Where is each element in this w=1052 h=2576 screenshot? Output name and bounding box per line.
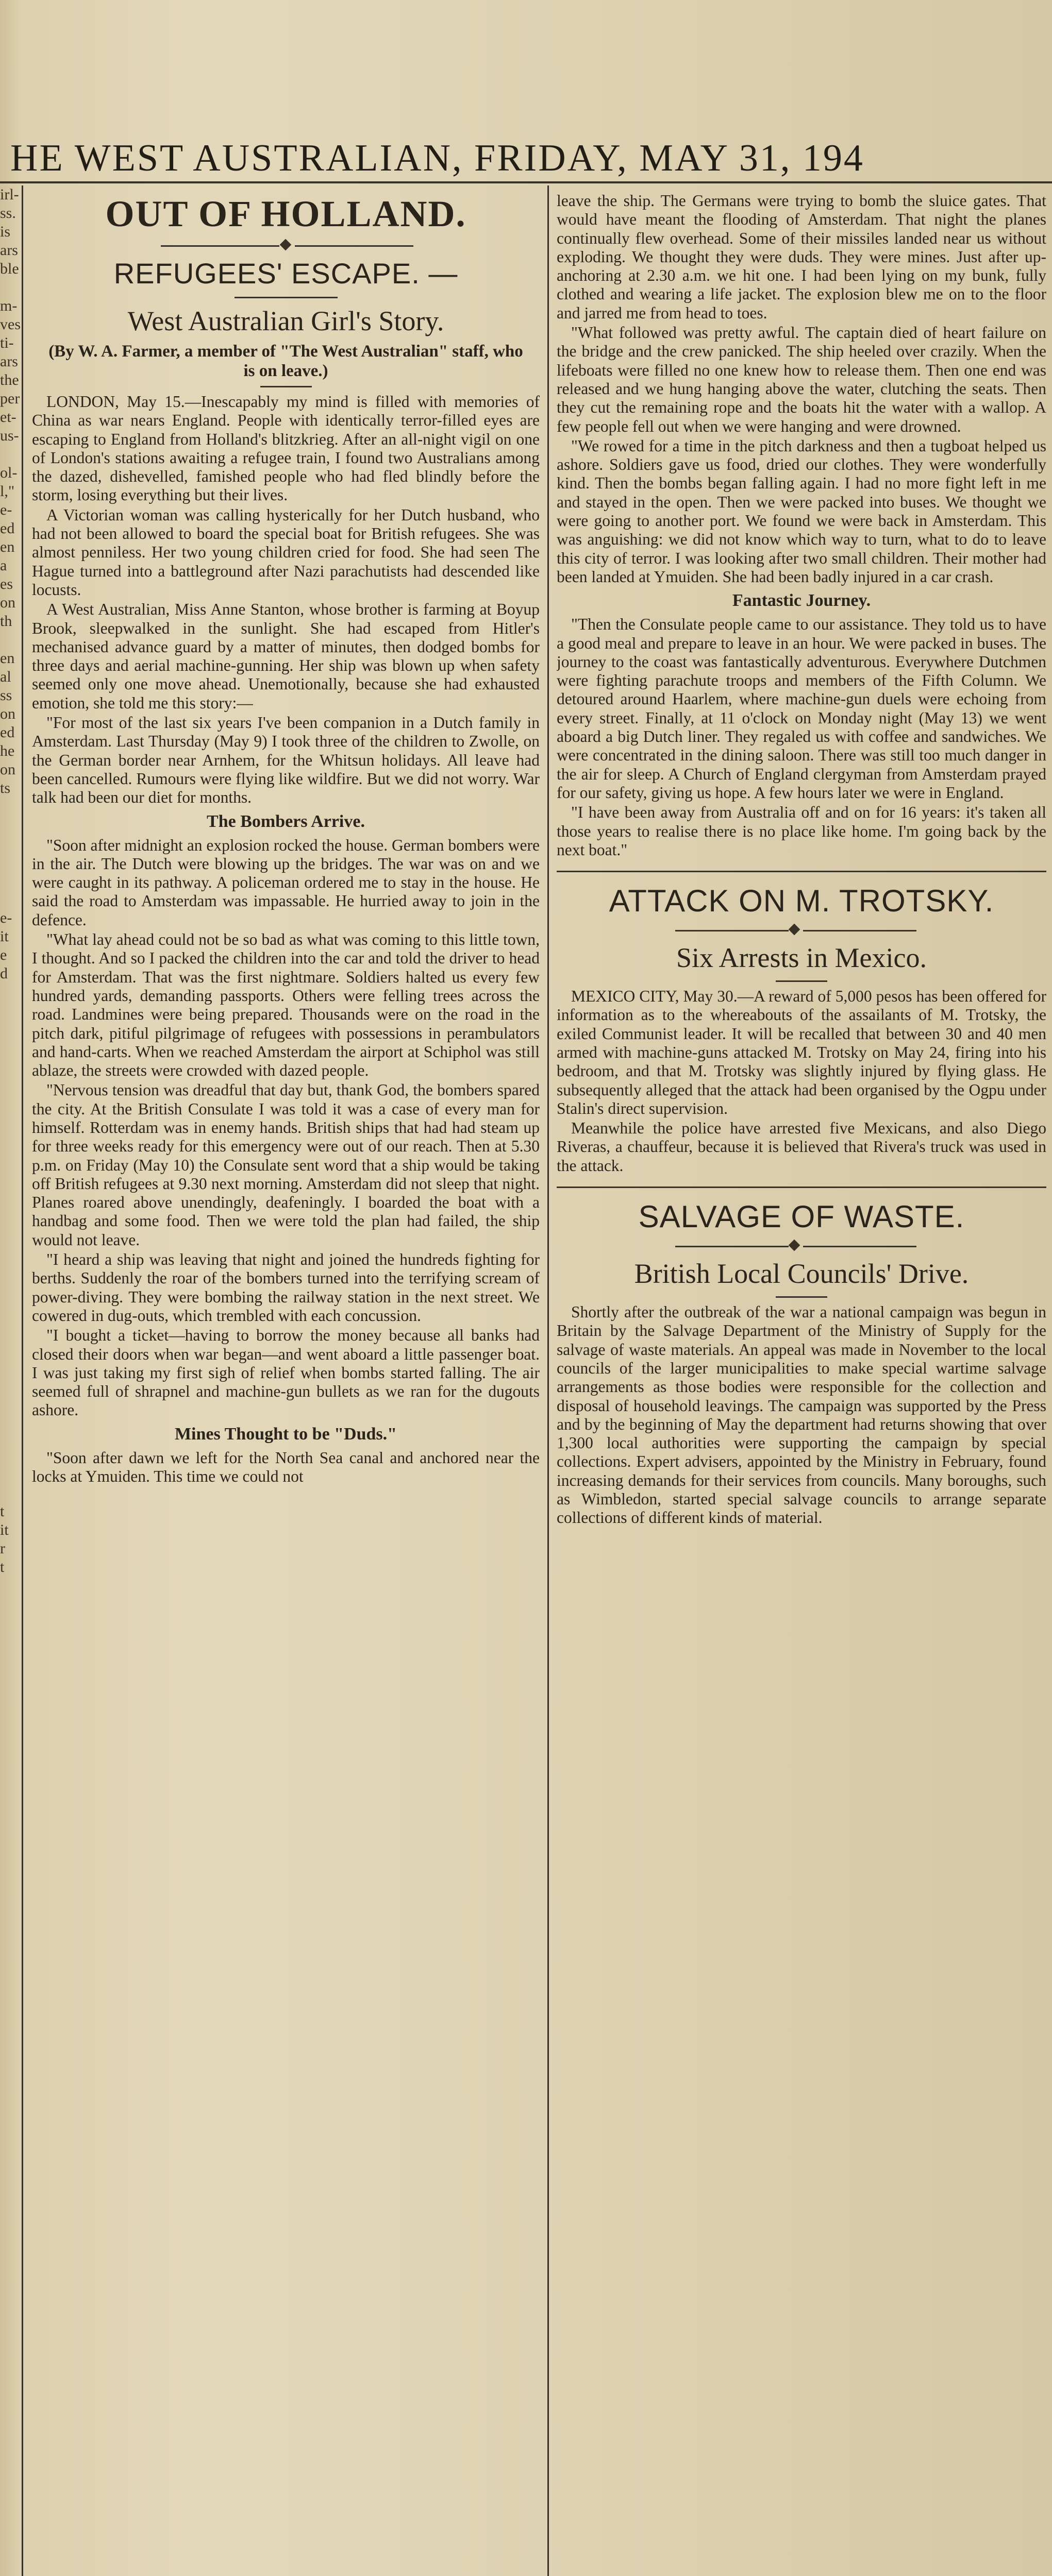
fragment-line: is bbox=[0, 223, 11, 240]
ornament-rule bbox=[557, 1241, 1046, 1252]
fragment-line: ble bbox=[0, 260, 19, 277]
paragraph: "Then the Consulate people came to our assistance. They told us to have a good meal and prepare to leave in an hour. We were packed in buses. The journey to the coast was fantastically adventurous. Everywhere Dutchmen were fighting parachute troops and members of the Fifth Column. We detoured around Haarlem, where machine-gun duels were echoing from every street. Finally, at 11 o'clock on Monday night (May 13) we went aboard a big Dutch liner. They regaled us with coffee and sandwiches. We were concentrated in the dining saloon. There was still too much danger in the air for sleep. A Church of England clergyman from Amsterdam prayed for our safety, giving us hope. A few hours later we were in England. bbox=[557, 615, 1046, 802]
fragment-line: d bbox=[0, 965, 8, 982]
paragraph: "I heard a ship was leaving that night and joined the hundreds fighting for berths. Suddenly the roar of the bombers turned into the terrifying scream of power-diving. They were bombing the railway station in the next street. We cowered in dug-outs, which trembled with each concussion. bbox=[32, 1250, 540, 1325]
fragment-line bbox=[0, 1354, 21, 1372]
short-rule bbox=[776, 980, 827, 982]
masthead-rule bbox=[0, 181, 1052, 183]
fragment-line: per bbox=[0, 390, 20, 407]
fragment-line: ti- bbox=[0, 334, 14, 351]
fragment-line: l," bbox=[0, 483, 15, 500]
paragraph: A West Australian, Miss Anne Stanton, whose brother is farming at Boyup Brook, sleepwalked in the sunlight. She had escaped from Hitler's mechanised advance guard by a matter of minutes, then dodged bombs for three days and aerial machine-gunning. Her ship was blown up when safety seemed only one move ahead. Unemotionally, because she had exhausted emotion, she told me this story:— bbox=[32, 600, 540, 712]
column-divider-left bbox=[22, 185, 23, 2576]
fragment-line bbox=[0, 1168, 21, 1187]
fragment-line: on bbox=[0, 705, 15, 722]
fragment-line: us- bbox=[0, 427, 19, 444]
short-rule bbox=[260, 386, 312, 387]
fragment-line bbox=[0, 1131, 21, 1150]
fragment-line: m- bbox=[0, 297, 18, 314]
paragraph: "What lay ahead could not be so bad as what was coming to this little town, I thought. And so I packed the children into the car and told the driver to head for Amsterdam. That was the first nightmare. Soldiers halted us every few hundred yards, demanding passports. Others were felling trees across the road. Landmines were being prepared. Thousands were on the road in the pitch dark, pitiful pilgrimage of refugees with possessions in perambulators and hand-carts. When we reached Amsterdam the airport at Schiphol was still ablaze, the streets were crowded with dazed people. bbox=[32, 930, 540, 1080]
fragment-line bbox=[0, 872, 21, 890]
article1-subheadline-mark: — bbox=[428, 257, 458, 290]
fragment-line bbox=[0, 1150, 21, 1168]
fragment-line bbox=[0, 1187, 21, 1206]
fragment-line bbox=[0, 1298, 21, 1317]
fragment-line bbox=[0, 1484, 21, 1502]
fragment-line bbox=[0, 1002, 21, 1020]
fragment-line: it bbox=[0, 928, 9, 945]
fragment-line bbox=[0, 1465, 21, 1484]
right-column bbox=[557, 192, 1046, 2576]
ornament-rule bbox=[32, 240, 540, 251]
fragment-line bbox=[0, 1020, 21, 1039]
column-divider-middle bbox=[547, 185, 549, 2576]
paragraph: "What followed was pretty awful. The captain died of heart failure on the bridge and the crew panicked. The ship heeled over crazily. When the lifeboats were filled no one knew how to release them. Then one end was released and we hung hanging above the water, clutching the seats. Then they cut the remaining rope and the boats hit the water with a wallop. A few people fell out when we were hanging and were drowned. bbox=[557, 324, 1046, 435]
fragment-line: ss. bbox=[0, 205, 16, 222]
fragment-line bbox=[0, 835, 21, 853]
fragment-line bbox=[0, 1447, 21, 1465]
fragment-line bbox=[0, 1335, 21, 1354]
fragment-line: ol- bbox=[0, 464, 18, 481]
fragment-line bbox=[0, 631, 21, 649]
fragment-line: ed bbox=[0, 520, 15, 537]
fragment-line: a bbox=[0, 557, 7, 574]
paragraph: leave the ship. The Germans were trying to bomb the sluice gates. That would have meant the flooding of Amsterdam. That night the planes continually flew overhead. Some of their missiles landed near us without exploding. We thought they were duds. They were mines. Just after up-anchoring at 2.30 a.m. we hit one. I had been lying on my bunk, fully clothed and wearing a life jacket. The explosion blew me on to the floor and jarred me from head to toes. bbox=[557, 192, 1046, 322]
paragraph: "I bought a ticket—having to borrow the money because all banks had closed their doors when war began—and went aboard a little passenger boat. I was just taking my first sigh of relief when bombs started falling. The air seemed full of shrapnel and machine-gun bullets as we ran for the dugouts ashore. bbox=[32, 1326, 540, 1419]
article2-deck: Six Arrests in Mexico. bbox=[676, 942, 927, 974]
paragraph: "Soon after dawn we left for the North Sea canal and anchored near the locks at Ymuiden. This time we could not bbox=[32, 1448, 540, 1486]
fragment-line: on bbox=[0, 594, 15, 611]
fragment-line: e- bbox=[0, 909, 12, 926]
fragment-line bbox=[0, 1113, 21, 1131]
paragraph: "For most of the last six years I've been companion in a Dutch family in Amsterdam. Last Thursday (May 9) I took three of the children to Zwolle, on the German border near Arnhem, for the Whitsun holidays. All leave had been cancelled. Rumours were flying like wildfire. But we did not worry. War talk had been our diet for months. bbox=[32, 714, 540, 807]
section-heading: Fantastic Journey. bbox=[732, 591, 871, 611]
article-separator bbox=[557, 871, 1046, 872]
fragment-line: ars bbox=[0, 353, 18, 370]
fragment-line: it bbox=[0, 1521, 9, 1538]
fragment-line: th bbox=[0, 613, 12, 630]
fragment-line bbox=[0, 890, 21, 909]
fragment-line bbox=[0, 1280, 21, 1298]
fragment-line: ves bbox=[0, 316, 21, 333]
fragment-line: ed bbox=[0, 724, 15, 741]
fragment-line bbox=[0, 1076, 21, 1094]
fragment-line: t bbox=[0, 1558, 5, 1575]
fragment-line: he bbox=[0, 742, 15, 759]
fragment-line: on bbox=[0, 761, 15, 778]
article1-subheadline-text: REFUGEES' ESCAPE. bbox=[113, 257, 420, 290]
paragraph: "Soon after midnight an explosion rocked the house. German bombers were in the air. The Dutch were blowing up the bridges. The war was on and we were caught in its pathway. A policeman ordered me to stay in the house. He said the road to Amsterdam was impassable. He hurried away to join in the defence. bbox=[32, 836, 540, 929]
fragment-line: ars bbox=[0, 242, 18, 259]
paragraph: "I have been away from Australia off and on for 16 years: it's taken all those years to realise there is no place like home. I'm going back by the next boat." bbox=[557, 803, 1046, 859]
fragment-line bbox=[0, 278, 21, 297]
article3-deck: British Local Councils' Drive. bbox=[634, 1258, 969, 1290]
article-separator bbox=[557, 1187, 1046, 1188]
fragment-line bbox=[0, 1039, 21, 1057]
fragment-line bbox=[0, 1057, 21, 1076]
paragraph: Meanwhile the police have arrested five Mexicans, and also Diego Riveras, a chauffeur, because it is believed that Rivera's truck was used in the attack. bbox=[557, 1119, 1046, 1175]
fragment-line bbox=[0, 1243, 21, 1261]
fragment-line bbox=[0, 798, 21, 816]
masthead: HE WEST AUSTRALIAN, FRIDAY, MAY 31, 194 bbox=[10, 137, 864, 179]
paragraph: "Nervous tension was dreadful that day but, thank God, the bombers spared the city. At the British Consulate I was told it was a case of every man for himself. Rotterdam was in enemy hands. British ships that had had steam up for three weeks ready for this emergency were out of our reach. Then at 5.30 p.m. on Friday (May 10) the Consulate sent word that a ship would be taking off British refugees at 9.30 next morning. Amsterdam did not sleep that night. Planes roared above unendingly, deafeningly. I boarded the boat with a handbag and some food. Then we were told the plan had failed, the ship would not leave. bbox=[32, 1081, 540, 1249]
paragraph: MEXICO CITY, May 30.—A reward of 5,000 pesos has been offered for information as to the whereabouts of the assailants of M. Trotsky, the exiled Communist leader. It will be recalled that between 30 and 40 men armed with machine-guns attacked M. Trotsky on May 24, firing into his bedroom, and that M. Trotsky was slightly injured by flying glass. He subsequently alleged that the attack had been organised by the Ogpu under Stalin's direct supervision. bbox=[557, 987, 1046, 1117]
fragment-line bbox=[0, 1317, 21, 1335]
fragment-line: e- bbox=[0, 501, 12, 518]
section-heading: The Bombers Arrive. bbox=[207, 811, 365, 831]
fragment-line: al bbox=[0, 668, 11, 685]
fragment-line: et- bbox=[0, 409, 16, 426]
article3-headline: SALVAGE OF WASTE. bbox=[638, 1199, 965, 1234]
fragment-line: ts bbox=[0, 779, 11, 796]
fragment-line bbox=[0, 983, 21, 1002]
fragment-line: en bbox=[0, 538, 15, 555]
article1-headline: OUT OF HOLLAND. bbox=[105, 193, 466, 234]
article1-byline: (By W. A. Farmer, a member of "The West Australian" staff, who is on leave.) bbox=[48, 342, 523, 380]
fragment-line: t bbox=[0, 1503, 5, 1520]
fragment-line bbox=[0, 1428, 21, 1447]
fragment-line bbox=[0, 853, 21, 872]
fragment-line bbox=[0, 445, 21, 464]
paragraph: LONDON, May 15.—Inescapably my mind is filled with memories of China as war nears England. People with identically terror-filled eyes are escaping to England from Holland's blitzkrieg. After an all-night vigil on one of London's stations awaiting a refugee train, I found two Australians among the dazed, dishevelled, famished people who had fled blindly before the storm, losing everything but their lives. bbox=[32, 393, 540, 504]
section-heading: Mines Thought to be "Duds." bbox=[174, 1424, 397, 1444]
fragment-line: irl- bbox=[0, 186, 19, 203]
fragment-line: ss bbox=[0, 687, 12, 704]
fragment-line: es bbox=[0, 575, 13, 592]
adjacent-column-fragment bbox=[0, 185, 21, 2576]
paragraph: "We rowed for a time in the pitch darkness and then a tugboat helped us ashore. Soldiers gave us food, dried our clothes. They were wonderfully kind. Then the bombs began falling again. I had no more fight left in me and stayed in the open. Then we were packed into buses. We thought we were going to another port. We found we were back in Amsterdam. This was anguishing: we did not know which way to turn, what to do to leave this city of terror. I was looking after two small children. Their mother had been landed at Ymuiden. She had been badly injured in a car crash. bbox=[557, 436, 1046, 586]
fragment-line bbox=[0, 1391, 21, 1410]
short-rule bbox=[776, 1296, 827, 1298]
short-rule bbox=[235, 297, 338, 298]
fragment-line bbox=[0, 1410, 21, 1428]
article1-subheadline bbox=[32, 256, 540, 292]
fragment-line: r bbox=[0, 1540, 5, 1557]
fragment-line: the bbox=[0, 371, 19, 388]
fragment-line bbox=[0, 1224, 21, 1243]
fragment-line: e bbox=[0, 946, 7, 963]
left-column bbox=[32, 192, 540, 2576]
fragment-line bbox=[0, 1261, 21, 1280]
fragment-line bbox=[0, 816, 21, 835]
ornament-rule bbox=[557, 925, 1046, 936]
paragraph: A Victorian woman was calling hysterically for her Dutch husband, who had not been allowed to board the special boat for British refugees. She was almost penniless. Her two young children cried for food. She had seen The Hague turned into a battleground after Nazi parachutists had descended like locusts. bbox=[32, 505, 540, 599]
fragment-line: en bbox=[0, 650, 15, 667]
fragment-line bbox=[0, 1094, 21, 1113]
fragment-line bbox=[0, 1372, 21, 1391]
article2-headline: ATTACK ON M. TROTSKY. bbox=[609, 884, 994, 919]
fragment-line bbox=[0, 1206, 21, 1224]
article1-deck: West Australian Girl's Story. bbox=[127, 306, 444, 336]
paragraph: Shortly after the outbreak of the war a national campaign was begun in Britain by the Salvage Department of the Ministry of Supply for the salvage of waste materials. An appeal was made in November to the local councils of the larger municipalities to make special wartime salvage arrangements as those bodies were responsible for the collection and disposal of household leavings. The campaign was supported by the Press and by the beginning of May the department had returns showing that over 1,300 local authorities were supporting the campaign by special collections. Expert advisers, appointed by the Ministry in February, found increasing demands for their services from councils. Many boroughs, such as Wimbledon, started special salvage councils to arrange separate collections of different kinds of material. bbox=[557, 1303, 1046, 1527]
